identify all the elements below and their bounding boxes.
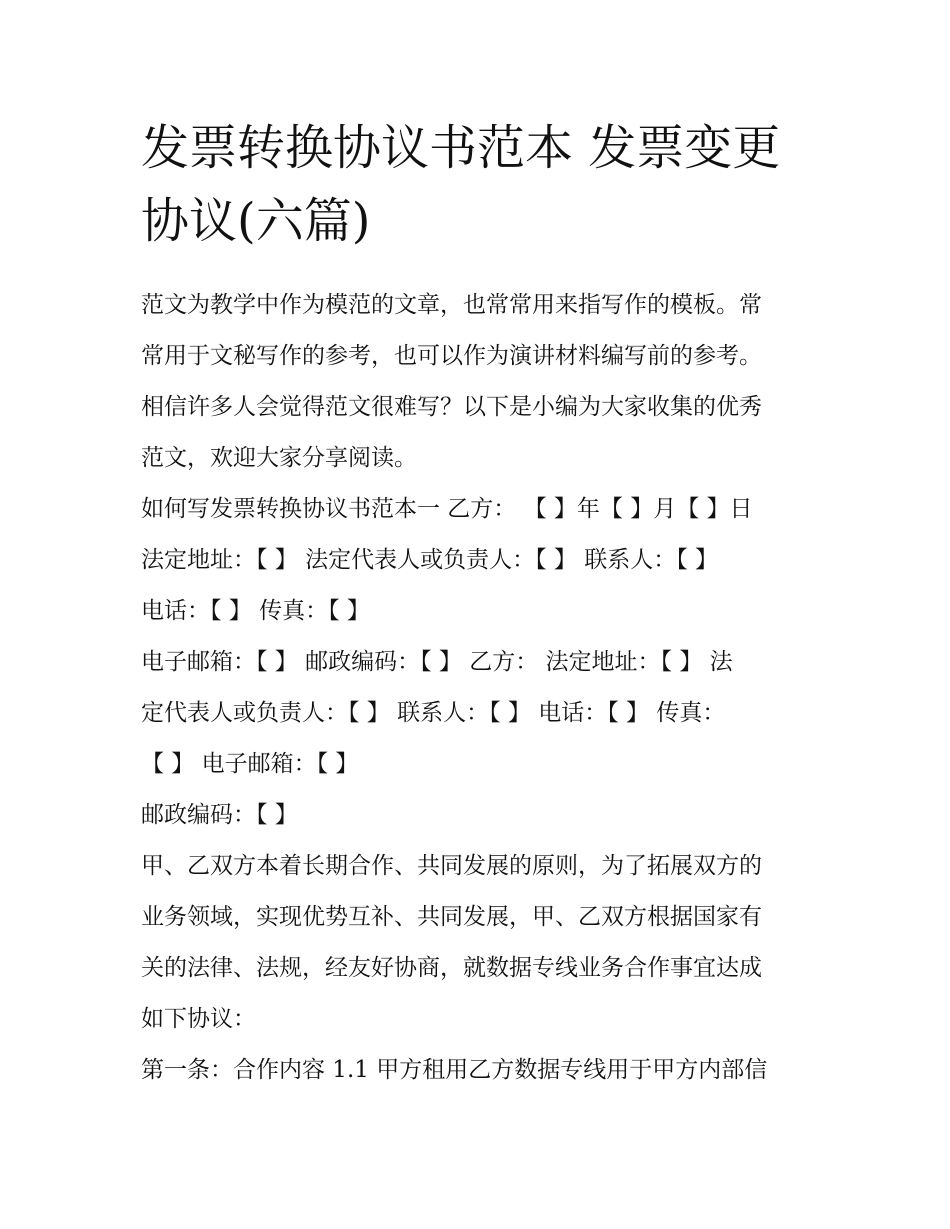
text-line: 邮政编码：【 】 — [141, 802, 298, 828]
document-content — [141, 112, 813, 1096]
text-line: 定代表人或负责人：【 】 联系人：【 】 电话：【 】 传真： — [141, 700, 726, 726]
party-info-paragraph — [141, 484, 813, 586]
text-line: 第一条：合作内容 1.1 甲方租用乙方数据专线用于甲方内部信 — [141, 1057, 768, 1083]
text-line: 范文为教学中作为模范的文章，也常常用来指写作的模板。常 — [141, 292, 762, 318]
text-line: 范文，欢迎大家分享阅读。 — [141, 445, 417, 471]
text-line: 如何写发票转换协议书范本一 乙方： 【 】年【 】月【 】日 — [141, 496, 753, 522]
text-line: 业务领域，实现优势互补、共同发展，甲、乙双方根据国家有 — [141, 904, 762, 930]
title-line-1: 发票转换协议书范本 发票变更 — [141, 120, 781, 176]
agreement-preamble-paragraph — [141, 841, 813, 1045]
title-line-2: 协议(六篇) — [141, 193, 371, 249]
contact-paragraph — [141, 586, 813, 637]
document-title — [141, 112, 813, 258]
text-line: 相信许多人会觉得范文很难写？以下是小编为大家收集的优秀 — [141, 394, 762, 420]
text-line: 电子邮箱：【 】 邮政编码：【 】 乙方： 法定地址：【 】 法 — [141, 649, 733, 675]
text-line: 甲、乙双方本着长期合作、共同发展的原则，为了拓展双方的 — [141, 853, 762, 879]
party-b-paragraph — [141, 637, 813, 790]
text-line: 法定地址：【 】 法定代表人或负责人：【 】 联系人：【 】 — [141, 547, 719, 573]
text-line: 常用于文秘写作的参考，也可以作为演讲材料编写前的参考。 — [141, 343, 762, 369]
text-line: 关的法律、法规，经友好协商，就数据专线业务合作事宜达成 — [141, 955, 762, 981]
text-line: 【 】 电子邮箱：【 】 — [141, 751, 359, 777]
text-line: 电话：【 】 传真：【 】 — [141, 598, 370, 624]
intro-paragraph — [141, 280, 813, 484]
postcode-paragraph — [141, 790, 813, 841]
text-line: 如下协议： — [141, 1006, 256, 1032]
document-body — [141, 280, 813, 1096]
article-one-paragraph — [141, 1045, 813, 1096]
